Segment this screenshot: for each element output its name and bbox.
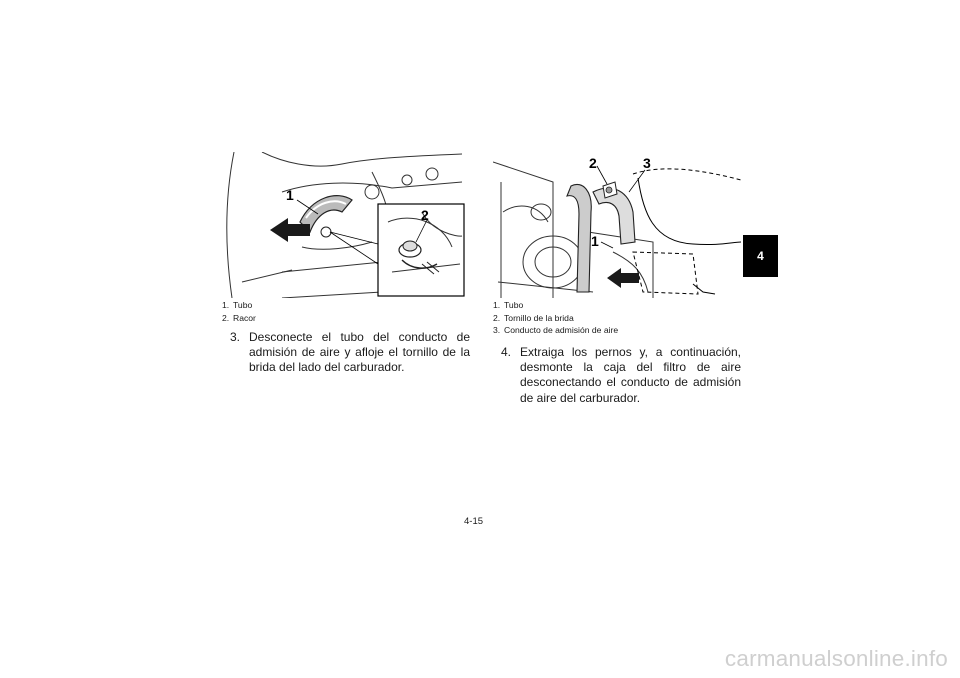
legend-item: 1. Tubo: [493, 300, 524, 310]
legend-left: [222, 299, 256, 324]
illustration-air-intake-duct: [493, 152, 743, 298]
callout-2: 2: [589, 155, 597, 171]
left-illustration-drawing: [222, 152, 466, 298]
illustration-tube-connector: [222, 152, 466, 298]
watermark: carmanualsonline.info: [724, 646, 948, 671]
page-number: 4-15: [464, 516, 484, 527]
legend-right: [493, 299, 618, 337]
callout-3: 3: [643, 155, 651, 171]
legend-item: 3. Conducto de admisión de aire: [493, 325, 619, 335]
legend-item: 2. Tornillo de la brida: [493, 312, 574, 323]
chapter-tab: 4: [743, 235, 778, 277]
callout-2: 2: [421, 207, 429, 223]
legend-item: 1. Tubo: [222, 300, 253, 310]
right-illustration-drawing: [493, 152, 743, 298]
instruction-step-4: 4. Extraiga los pernos y, a continuación, desmonte la caja del filtro de aire desconectando el conducto de admisión de aire del carburador.: [501, 345, 741, 405]
legend-item: 2. Racor: [222, 312, 256, 323]
instruction-step-3: 3. Desconecte el tubo del conducto de admisión de aire y afloje el tornillo de la brida del lado del carburador.: [230, 330, 470, 375]
callout-1: 1: [286, 187, 294, 203]
callout-1: 1: [591, 233, 599, 249]
